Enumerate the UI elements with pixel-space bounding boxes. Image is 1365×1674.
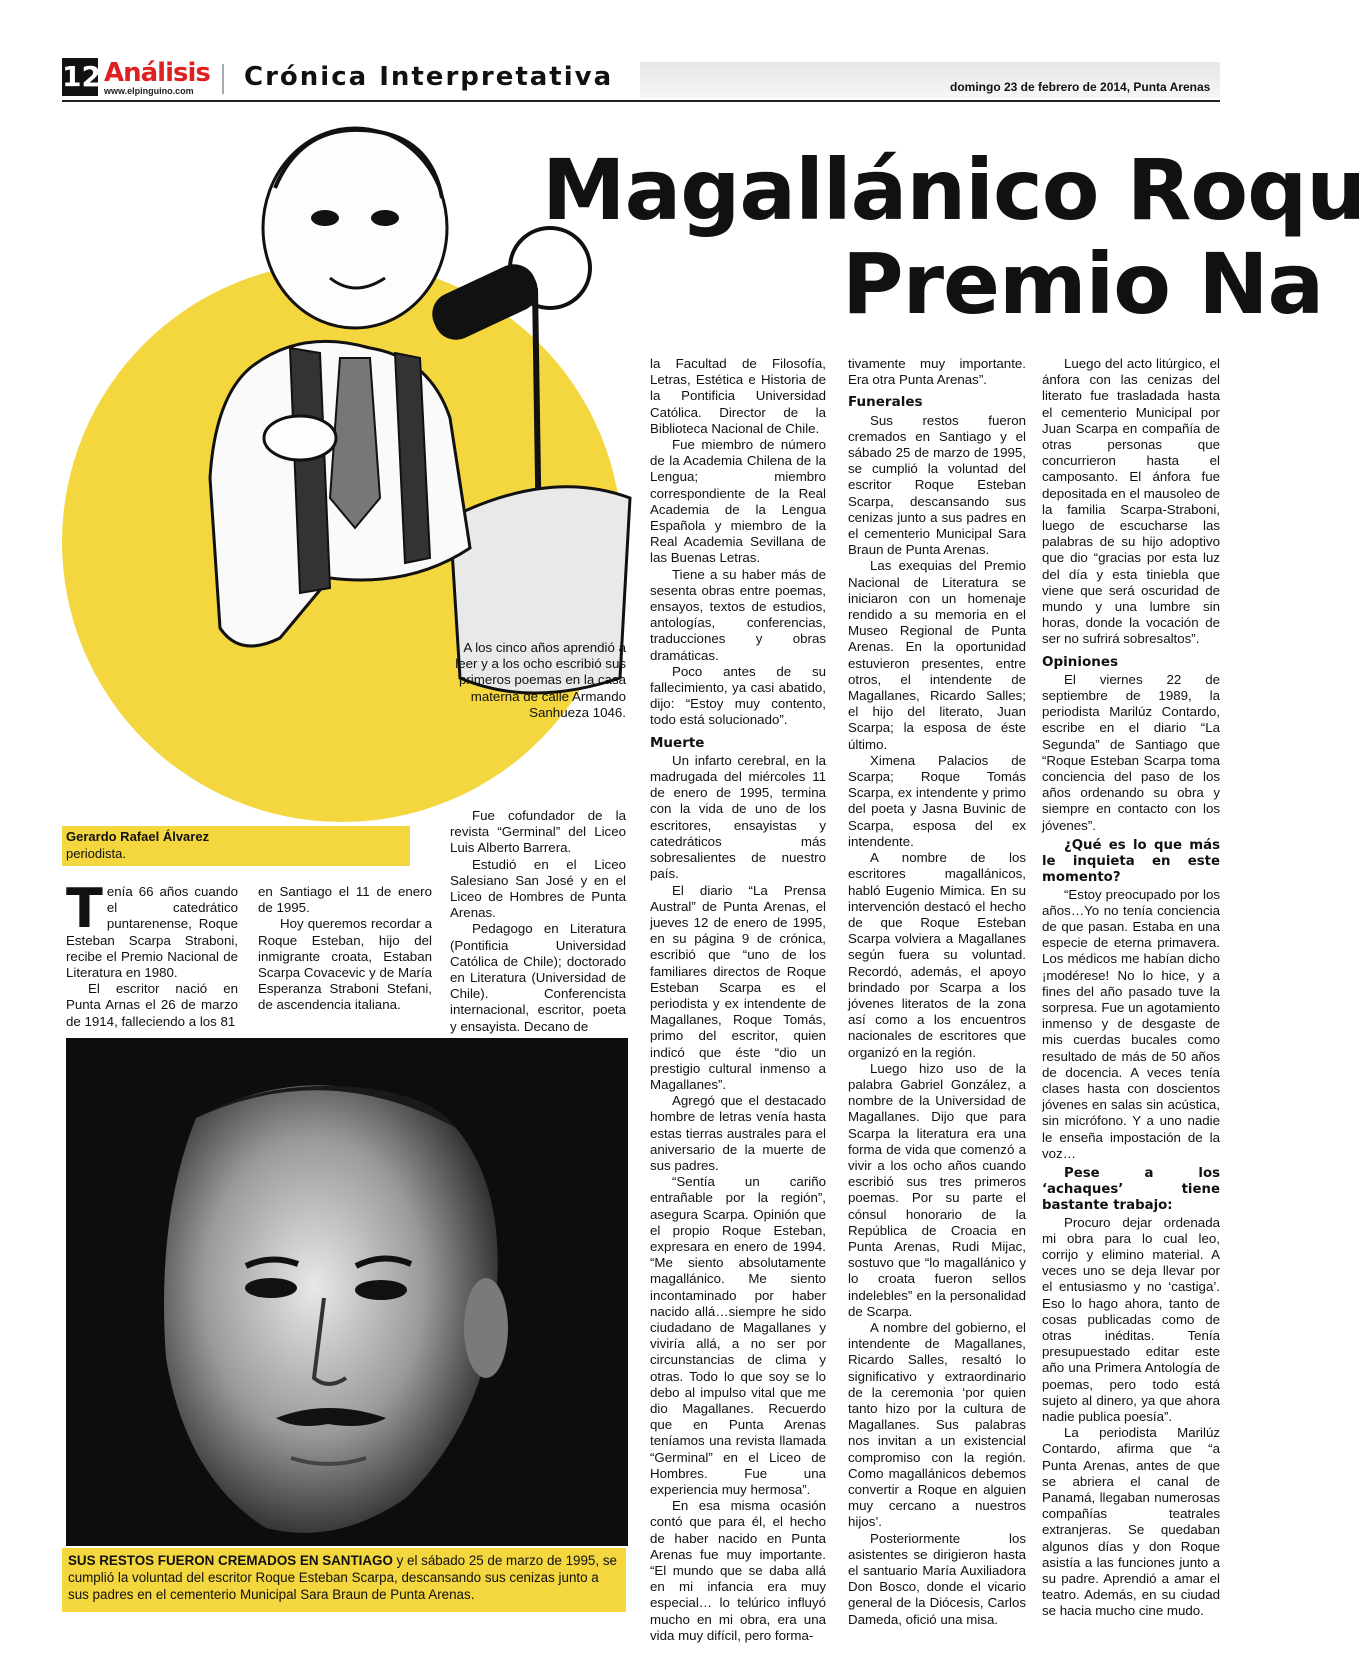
- drop-cap: T: [66, 877, 103, 940]
- question-1: ¿Qué es lo que más le inquieta en este momento?: [1042, 837, 1220, 886]
- col3-intro-text: A los cinco años aprendió a leer y a los ocho escribió sus primeros poemas en la casa materna de calle Armando Sanhueza 1046.: [455, 640, 626, 720]
- byline-author: Gerardo Rafael Álvarez: [66, 829, 210, 844]
- col2-p1: en Santiago el 11 de enero de 1995.: [258, 884, 432, 916]
- headline-line-2: Premio Na: [842, 235, 1324, 333]
- col5-p7: A nombre del gobierno, el intendente de Magallanes, Ricardo Salles, resaltó lo significativo y extraordinario de la ceremonia ‘por quien tanto hizo por la cultura de Magallanes. Sus palabras nos invitan a un existencial compromiso con la región. Como magallánicos debemos convertir a Roque en alguien muy cercano a nuestros hijos’.: [848, 1319, 1026, 1530]
- publication-logo: Análisis: [104, 58, 210, 88]
- byline-role: periodista.: [66, 846, 126, 861]
- headline-line-1: Magallánico Roqu: [542, 141, 1365, 239]
- col6-p5: La periodista Marilúz Contardo, afirma que “a Punta Arenas, antes de que se abriera el canal de Panamá, llegaban numerosas compañías teatrales extranjeras. Se quedaban algunos días y don Roque asistía a las funciones junto a su padre. Aprendió a amar el teatro. Además, en su ciudad se hacia mucho cine mudo.: [1042, 1425, 1220, 1619]
- header-rule: [62, 100, 1220, 102]
- logo-url: www.elpinguino.com: [104, 86, 194, 96]
- col5-p5: A nombre de los escritores magallánicos, habló Eugenio Mimica. En su intervención destacó el hecho de que Roque Esteban Scarpa volviera a Magallanes según fuera su voluntad. Recordó, además, el apoyo brindado por Scarpa a los jóvenes literatos de la zona así como a los encuentros nacionales de escritores que organizó en la región.: [848, 850, 1026, 1060]
- col3-intro: [450, 640, 626, 721]
- subhead-funerales: Funerales: [848, 394, 923, 411]
- col1-p2: El escritor nació en Punta Arnas el 26 de marzo de 1914, falleciendo a los 81: [66, 981, 238, 1029]
- portrait-photo-art: [66, 1038, 628, 1546]
- col4-p6: El diario “La Prensa Austral” de Punta Arenas, el jueves 12 de enero de 1995, en su página 9 de crónica, escribió que “uno de los familiares directos de Roque Esteban Scarpa es el periodista y ex intendente de Magallanes, Roque Tomás, primo del escritor, quien indicó que éste “dio un prestigio cultural inmenso a Magallanes”.: [650, 882, 826, 1092]
- article-column-2: [258, 884, 432, 1014]
- article-column-1: [66, 877, 238, 1030]
- article-column-3: [450, 808, 626, 1035]
- col1-p1: [66, 877, 238, 981]
- page-number: 12: [62, 58, 98, 96]
- col4-p4: Poco antes de su fallecimiento, ya casi abatido, dijo: “Estoy muy contento, todo está solucionado”.: [650, 663, 826, 728]
- portrait-photo: [66, 1038, 628, 1546]
- col4-p7: Agregó que el destacado hombre de letras venía hasta estas tierras australes para el aniversario de la muerte de sus padres.: [650, 1093, 826, 1173]
- col5-p1: tivamente muy importante. Era otra Punta Arenas”.: [848, 356, 1026, 388]
- caption-bold: SUS RESTOS FUERON CREMADOS EN SANTIAGO: [68, 1553, 393, 1568]
- col3-p1: Fue cofundador de la revista “Germinal” del Liceo Luis Alberto Barrera.: [450, 808, 626, 856]
- caricature-illustration: [180, 118, 650, 708]
- byline: [62, 826, 410, 866]
- col5-p3: Las exequias del Premio Nacional de Literatura se iniciaron con un homenaje rendido a su memoria en el Museo Regional de Punta Arenas. En la oportunidad estuvieron presentes, entre otros, el intendente de Magallanes, Ricardo Salles; el hijo del literato, Juan Scarpa; la esposa de éste último.: [848, 558, 1026, 752]
- col1-p1-text: enía 66 años cuando el catedrático puntarenense, Roque Esteban Scarpa Straboni, recibe el Premio Nacional de Literatura en 1980.: [66, 884, 238, 981]
- question-2: Pese a los ‘achaques’ tiene bastante trabajo:: [1042, 1165, 1220, 1214]
- col6-p4: Procuro dejar ordenada mi obra para lo cual leo, corrijo y elimino material. A veces uno se deja llevar por el entusiasmo y no ‘castiga’. Eso lo hago ahora, tanto de cosas publicadas como de otras inéditas. Tenía presupuestado editar este año una Primera Antología de poemas, pero todo está sujeto al dinero, ya que ahora nadie publica poesía”.: [1042, 1214, 1220, 1424]
- col6-p2: El viernes 22 de septiembre de 1989, la periodista Marilúz Contardo, escribe en el diario “La Segunda” de Santiago que “Roque Esteban Scarpa toma conciencia del paso de los años ordenando su obra y siempre en contacto con los jóvenes”.: [1042, 671, 1220, 833]
- col3-p3: Pedagogo en Literatura (Pontificia Universidad Católica de Chile); doctorado en Literatura (Universidad de Chile). Conferencista internacional, escritor, poeta y ensayista. Decano de: [450, 921, 626, 1034]
- caption-text: y el sábado 25 de marzo de 1995, se cumplió la voluntad del escritor Roque Esteban Scarpa, descansando sus cenizas junto a sus padres en el cementerio Municipal Sara Braun de Punta Arenas.: [68, 1553, 617, 1602]
- col4-p1: la Facultad de Filosofía, Letras, Estética e Historia de la Pontificia Universidad Católica. Director de la Biblioteca Nacional de Chile.: [650, 356, 826, 436]
- col6-p3: “Estoy preocupado por los años…Yo no tenía conciencia de que pasan. Estaba en una especie de eterna primavera. Los médicos me habían dicho ¡modérese! No lo hice, y a fines del año pasado tuve la sorpresa. Fue un agotamiento inmenso y de desgaste de mis cuerdas bucales como resultado de más de 50 años de docencia. A veces tenía clases hasta con doscientos jóvenes en salas sin acústica, sin micrófono. Y a uno nadie le enseña impostación de la voz…: [1042, 886, 1220, 1161]
- article-column-6: [1042, 356, 1220, 1620]
- col4-p8: “Sentía un cariño entrañable por la región”, asegura Scarpa. Opinión que el propio Roque Esteban, expresara en enero de 1994. “Me siento absolutamente magallánico. Me siento incontaminado por haber nacido allá…siempre he sido ciudadano de Magallanes y viviría allá, a no ser por circunstancias de clima y otras. Todo lo que soy se lo debo al impulso vital que me dio Magallanes. Recuerdo que en Punta Arenas teníamos una revista llamada “Germinal” en el Liceo de Hombres. Fue una experiencia muy hermosa”.: [650, 1174, 826, 1498]
- col5-p2: Sus restos fueron cremados en Santiago y el sábado 25 de marzo de 1995, se cumplió la voluntad del escritor Roque Esteban Scarpa, descansando sus cenizas junto a sus padres en el cementerio Municipal Sara Braun de Punta Arenas.: [848, 412, 1026, 558]
- col4-p9: En esa misma ocasión contó que para él, el hecho de haber nacido en Punta Arenas fue muy importante. “El mundo que se daba allá en mi infancia era muy especial… lo telúrico influyó mucho en mi obra, era una vida muy difícil, pero forma-: [650, 1498, 826, 1643]
- col4-p5: Un infarto cerebral, en la madrugada del miércoles 11 de enero de 1995, termina con la vida de uno de los escritores, ensayistas y catedráticos más sobresalientes de nuestro país.: [650, 752, 826, 882]
- header-separator: [222, 64, 224, 94]
- article-column-5: [848, 356, 1026, 1628]
- subhead-muerte: Muerte: [650, 734, 705, 751]
- col4-p2: Fue miembro de número de la Academia Chilena de la Lengua; miembro correspondiente de la Real Academia de la Lengua Española y miembro de la Real Academia Sevillana de las Buenas Letras.: [650, 437, 826, 566]
- col3-p2: Estudió en el Liceo Salesiano San José y en el Liceo de Hombres de Punta Arenas.: [450, 856, 626, 921]
- col5-p4: Ximena Palacios de Scarpa; Roque Tomás Scarpa, ex intendente y primo del poeta y Jasna Buvinic de Scarpa, esposa del ex intendente.: [848, 752, 1026, 849]
- col5-p8: Posteriormente los asistentes se dirigieron hasta el santuario María Auxiliadora Don Bosco, donde el vicario general de la Diócesis, Carlos Dameda, ofició una misa.: [848, 1530, 1026, 1627]
- article-column-4: [650, 356, 826, 1644]
- section-title: Crónica Interpretativa: [244, 62, 614, 92]
- col2-p2: Hoy queremos recordar a Roque Esteban, hijo del inmigrante croata, Estaban Scarpa Covacevic y de María Esperanza Straboni Stefani, de ascendencia italiana.: [258, 916, 432, 1013]
- col5-p6: Luego hizo uso de la palabra Gabriel González, a nombre de la Universidad de Magallanes. Dijo que para Scarpa la literatura era una forma de vida que comenzó a vivir a los ocho años cuando escribió sus tres primeros poemas. Por su parte el cónsul honorario de la República de Croacia en Punta Arenas, Rudi Mijac, sostuvo que “lo magallánico y lo croata fueron sellos indelebles” en la personalidad de Scarpa.: [848, 1060, 1026, 1319]
- col6-p1: Luego del acto litúrgico, el ánfora con las cenizas del literato fue trasladada hasta el cementerio Municipal por Juan Scarpa en compañía de otras personas que concurrieron hasta el camposanto. El ánfora fue depositada en el mausoleo de la familia Scarpa-Straboni, luego de escucharse las palabras de su hijo adoptivo que dio “gracias por esta luz del día y esta tiniebla que viene que será oscuridad de mundo y una lumbre sin horas, donde la vocación de ser no sufrirá sobresaltos”.: [1042, 356, 1220, 647]
- col4-p3: Tiene a su haber más de sesenta obras entre poemas, ensayos, textos de estudios, antologías, conferencias, traducciones y obras dramáticas.: [650, 566, 826, 663]
- subhead-opiniones: Opiniones: [1042, 653, 1119, 670]
- issue-date: domingo 23 de febrero de 2014, Punta Arenas: [950, 80, 1211, 94]
- photo-caption: [62, 1548, 626, 1612]
